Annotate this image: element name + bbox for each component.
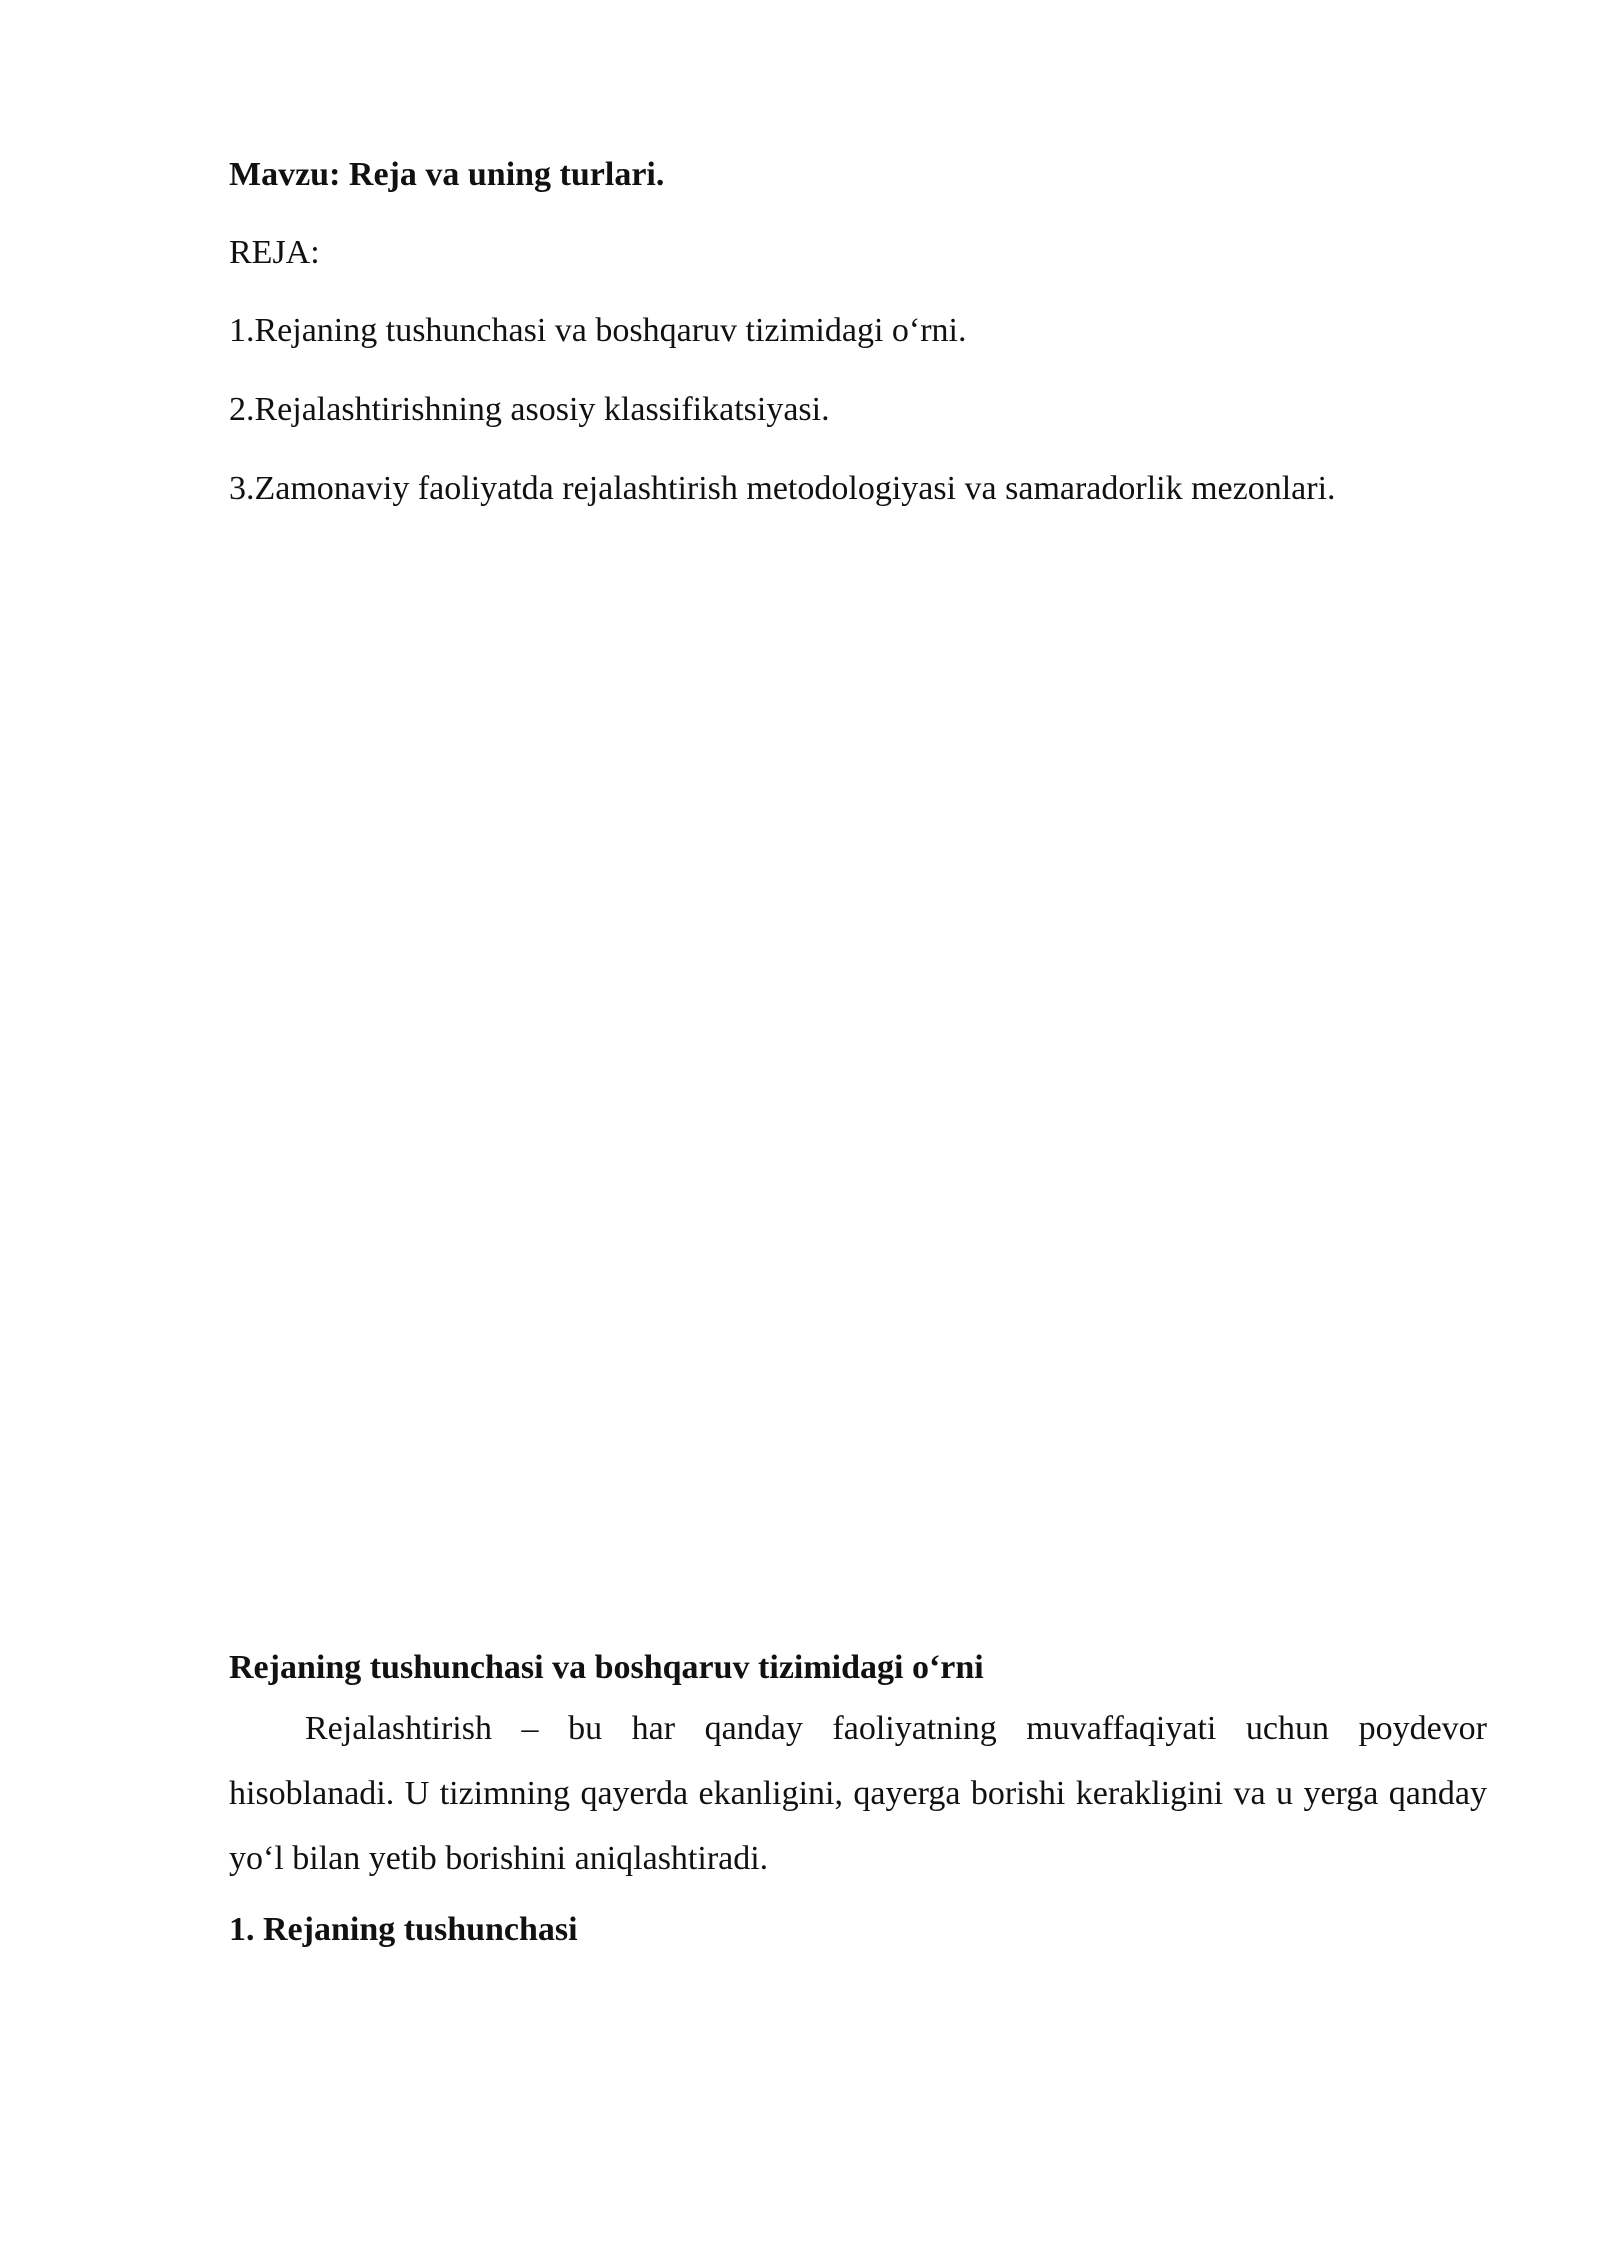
section-heading: Rejaning tushunchasi va boshqaruv tizimidagi o‘rni [229,1649,984,1686]
subsection-heading: 1. Rejaning tushunchasi [229,1911,578,1948]
plan-item: 3.Zamonaviy faoliyatda rejalashtirish metodologiyasi va samaradorlik mezonlari. [229,470,1336,507]
plan-item: 2.Rejalashtirishning asosiy klassifikatsiyasi. [229,391,830,428]
body-paragraph: Rejalashtirish – bu har qanday faoliyatning muvaffaqiyati uchun poydevor hisoblanadi. U tizimning qayerda ekanligini, qayerga borishi kerakligini va u yerga qanday yo‘l bilan yetib borishini aniqlashtiradi. [229,1710,1487,1877]
document-title: Mavzu: Reja va uning turlari. [229,156,665,193]
plan-item: 1.Rejaning tushunchasi va boshqaruv tizimidagi o‘rni. [229,312,967,349]
plan-label: REJA: [229,234,320,271]
